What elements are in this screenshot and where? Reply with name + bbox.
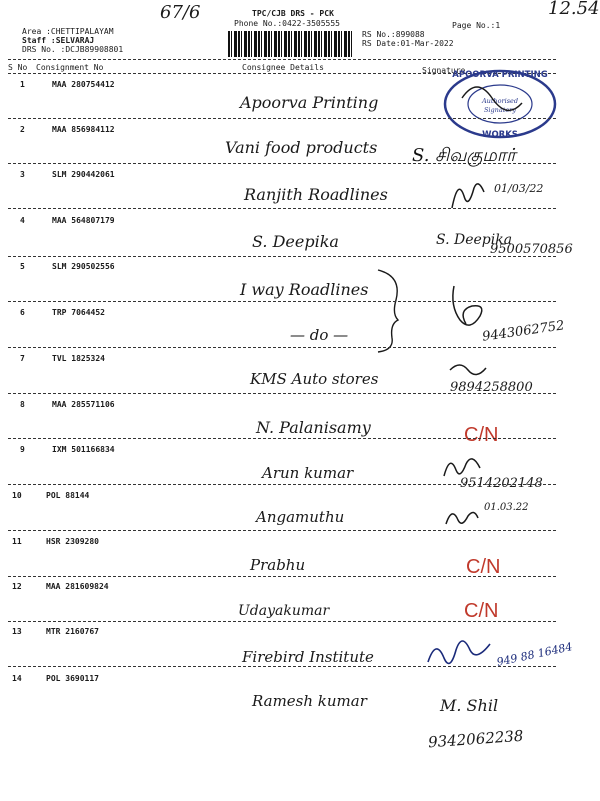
sheet-title: TPC/CJB DRS - PCK bbox=[252, 9, 334, 18]
row-sno: 14 bbox=[12, 674, 22, 683]
row-consignee: Udayakumar bbox=[238, 603, 330, 619]
row-sno: 10 bbox=[12, 491, 22, 500]
row-sno: 9 bbox=[20, 445, 25, 454]
row-consignee: Apoorva Printing bbox=[240, 93, 379, 112]
row-signature: C/N bbox=[464, 600, 499, 622]
svg-text:Signatory: Signatory bbox=[483, 106, 517, 114]
corner-note: 12.54 bbox=[548, 0, 600, 19]
row-consignment: MAA 280754412 bbox=[52, 80, 115, 89]
divider bbox=[8, 621, 556, 622]
divider bbox=[8, 118, 556, 119]
row-consignment: MAA 564807179 bbox=[52, 216, 115, 225]
area-label: Area :CHETTIPALAYAM bbox=[22, 27, 114, 36]
row-consignment: MAA 285571106 bbox=[52, 400, 115, 409]
col-signature: Signature bbox=[422, 66, 466, 75]
row-consignee: Vani food products bbox=[225, 138, 378, 157]
divider bbox=[8, 393, 556, 394]
rs-date: RS Date:01-Mar-2022 bbox=[362, 39, 454, 48]
row-signature: 01/03/22 bbox=[494, 182, 544, 195]
company-stamp bbox=[440, 68, 558, 140]
divider bbox=[8, 438, 556, 439]
row-sno: 6 bbox=[20, 308, 25, 317]
col-sno: S No bbox=[8, 63, 28, 72]
row-sno: 1 bbox=[20, 80, 25, 89]
row-consignment: SLM 290502556 bbox=[52, 262, 115, 271]
row-phone: 9514202148 bbox=[460, 476, 543, 491]
col-consignee: Consignee Details bbox=[242, 63, 324, 72]
page-number: Page No.:1 bbox=[452, 21, 501, 30]
row-sno: 8 bbox=[20, 400, 25, 409]
rs-number: RS No.:899088 bbox=[362, 30, 425, 39]
row-consignment: TRP 7064452 bbox=[52, 308, 105, 317]
divider bbox=[8, 208, 556, 209]
row-sno: 4 bbox=[20, 216, 25, 225]
fraction-note: 67/6 bbox=[160, 2, 201, 23]
row-phone: 9342062238 bbox=[427, 726, 524, 752]
row-consignee: Prabhu bbox=[250, 556, 306, 574]
svg-text:APOORVA PRINTING: APOORVA PRINTING bbox=[452, 70, 548, 80]
divider bbox=[8, 59, 556, 60]
row-consignee: I way Roadlines bbox=[240, 280, 369, 299]
row-consignee: Angamuthu bbox=[256, 508, 345, 526]
row-consignment: POL 88144 bbox=[46, 491, 90, 500]
row-consignee: S. Deepika bbox=[252, 232, 339, 251]
barcode bbox=[228, 31, 353, 57]
divider bbox=[8, 301, 556, 302]
row-consignee: Ranjith Roadlines bbox=[244, 185, 388, 204]
svg-text:WORKS: WORKS bbox=[482, 130, 518, 140]
row-signature: C/N bbox=[466, 556, 501, 578]
signature-scribble bbox=[442, 506, 482, 530]
row-sno: 11 bbox=[12, 537, 22, 546]
row-sno: 2 bbox=[20, 125, 25, 134]
phone-number: Phone No.:0422-3505555 bbox=[234, 19, 340, 28]
row-consignee: — do — bbox=[290, 326, 349, 344]
brace-mark bbox=[372, 266, 406, 356]
row-phone: 9894258800 bbox=[450, 380, 533, 395]
staff-label: Staff :SELVARAJ bbox=[22, 36, 95, 45]
row-signature: C/N bbox=[464, 424, 499, 446]
row-signature: 01.03.22 bbox=[484, 502, 529, 513]
row-signature: S. சிவகுமார் bbox=[412, 145, 516, 166]
row-consignment: HSR 2309280 bbox=[46, 537, 99, 546]
row-consignment: SLM 290442061 bbox=[52, 170, 115, 179]
row-consignment: MAA 856984112 bbox=[52, 125, 115, 134]
row-consignee: Firebird Institute bbox=[242, 648, 374, 666]
divider bbox=[8, 666, 556, 667]
row-signature: S. Deepika bbox=[436, 232, 513, 248]
row-sno: 5 bbox=[20, 262, 25, 271]
divider bbox=[8, 530, 556, 531]
row-phone: 9500570856 bbox=[490, 242, 573, 257]
row-consignment: MTR 2160767 bbox=[46, 627, 99, 636]
row-signature: M. Shil bbox=[440, 696, 499, 715]
col-consignment: Consignment No bbox=[36, 63, 104, 72]
row-sno: 7 bbox=[20, 354, 25, 363]
row-consignment: TVL 1825324 bbox=[52, 354, 105, 363]
row-consignment: MAA 281609824 bbox=[46, 582, 109, 591]
row-sno: 13 bbox=[12, 627, 22, 636]
row-consignment: IXM 501166834 bbox=[52, 445, 115, 454]
divider bbox=[8, 163, 556, 164]
row-consignee: KMS Auto stores bbox=[250, 370, 379, 388]
row-phone: 9443062752 bbox=[481, 318, 566, 345]
row-consignee: Arun kumar bbox=[262, 464, 354, 482]
divider bbox=[8, 347, 556, 348]
row-sno: 3 bbox=[20, 170, 25, 179]
divider bbox=[8, 576, 556, 577]
divider bbox=[8, 484, 556, 485]
divider bbox=[8, 256, 556, 257]
row-phone: 949 88 16484 bbox=[495, 640, 574, 669]
signature-scribble bbox=[448, 358, 488, 378]
row-sno: 12 bbox=[12, 582, 22, 591]
row-consignee: Ramesh kumar bbox=[252, 692, 367, 710]
drs-number: DRS No. :DCJB89908801 bbox=[22, 45, 124, 54]
row-consignment: POL 3690117 bbox=[46, 674, 99, 683]
row-consignee: N. Palanisamy bbox=[256, 418, 371, 437]
svg-text:Authorised: Authorised bbox=[481, 97, 519, 105]
